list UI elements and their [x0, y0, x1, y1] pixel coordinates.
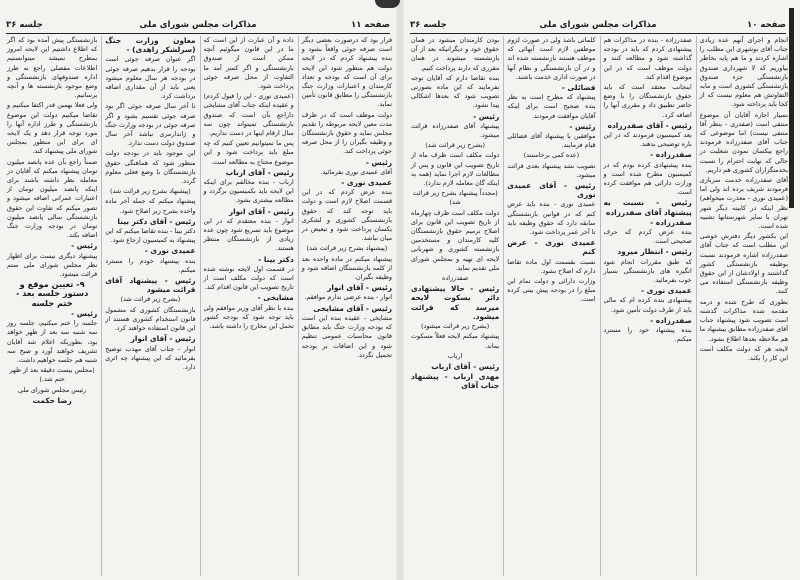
page-header	[410, 18, 786, 32]
centered-note: (پیشنهاد بشرح زیر قرائت شد)	[306, 244, 388, 253]
paragraph: این بکشور دیگر دفترش خوشی این مطلب است که جناب آقای صفدرزاده اشاره فرمودند نسبت بوظیفه بازنشستگی کشور گذاشتند و اولادشان از این حقوق وظیفه بازنشستگی استفاده می کنند.	[699, 232, 788, 296]
paragraph: پیشنهاد آقای صفدرزاده قرائت میشود.	[411, 121, 500, 140]
speaker-line: رئیس -	[473, 111, 500, 121]
page-number: صفحه ۱۱	[351, 20, 390, 30]
speaker-line: رئیس - حالا پیشنهادی دائر بسکوت لایحه میرسد که قرائت میشود.	[411, 284, 500, 321]
paragraph: انوار - بنده عرضی ندارم موافقم.	[304, 293, 392, 302]
centered-note: ارباب	[447, 351, 463, 360]
centered-note: رئیس مجلس شورای ملی	[18, 385, 87, 394]
text-columns	[4, 36, 392, 576]
paragraph: جلسه را ختم میکنیم، جلسه روز سه شنبه سه بعد از ظهر خواهد بود، بطوریکه اعلام شد آقایان تشریف خواهند آورد و صبح سه شنبه هم جلسه خواهیم داشت.	[7, 319, 98, 364]
section-heading: ۹- تعیین موقع و دستور جلسه بعد - ختم جلسه	[15, 279, 89, 308]
paragraph: پس ما نمیتوانیم تعیین کنیم که چه مبلغ باید پرداخت شود و این موضوع محتاج به مطالعه است.	[203, 139, 294, 166]
publication-title: مذاکرات مجلس شورای ملی	[139, 20, 257, 30]
speaker-line: مشایخی -	[257, 293, 294, 303]
paragraph: کلماتی باشد ولی در صورت لزوم موظفین لازم است آنهائی که موظف هستند بازنشسته شده اند و در آن بازنشستگی و نظام آنها در صورت اداری خدمت باشند.	[507, 36, 596, 81]
centered-note: (بشرح زیر قرائت شد)	[120, 295, 181, 304]
paragraph: این موجود باید در بودجه دولت منظور شود که هماهنگی حقوق بازنشستگان با وضع فعلی معلوم گردد.	[105, 149, 196, 186]
paragraph: بنده عرض کردم که حرف صحیحی است.	[603, 228, 692, 246]
speaker-line: معاون وزارت جنگ (سرلشکر زاهدی) -	[105, 36, 196, 55]
paragraph: بطوری که طرح شده و درمه مقدمه شده مذاکرات گذشته است تصویب شود پیشنهاد جناب آقای صفدرزاده مطابق بیشنهاد ما هم ملاحظه بعدها اطلاع بشود.	[699, 297, 788, 343]
paragraph: دولت مکلف است ظرف چهارماه از تاریخ تصویب این قانون برای اصلاح ترمیم حقوق بازنشستگان کلیه کارمندان و مستخدمین بازنشسته کشوری و شهربانی لایحه ای تهیه و بمجلس شورای ملی تقدیم نماید.	[411, 208, 500, 272]
speaker-line: مهدی ارباب - پیشنهاد جناب آقای	[411, 372, 500, 391]
paragraph: بنده پیشنهاد خودم را مسترد میکنم.	[105, 256, 196, 274]
paragraph: تصویب نشد پیشنهاد بعدی قرائت میشود.	[507, 161, 596, 179]
paragraph: دکتر بینا - بنده تقاضا میکنم که این پیشنهاد به کمیسیون ارجاع شود.	[105, 227, 196, 245]
paragraph: تا آخر سال صرفه جوئی اگر بود صرفه جوئی تقسیم بشود و اگر صرفه جوئی در بودجه وزارت جنگ و ژاندارمری نباشد آخر سال صندوق دولت دست ندارد.	[105, 102, 196, 148]
paragraph: بازنشستگی پیش آمده بود که اگر که اطلاع داشتیم این لایحه امروز بمطرح نمیشد میتوانستیم اطلاعات مفصلی راجع به طرز اداره صندوقهای بازنشستگی و وضع موجود بازنشسته ها و آنچه برسانیم.	[7, 36, 98, 100]
text-columns	[408, 36, 788, 576]
paragraph: بنده تقاضا دارم که آقایان توجه بفرمایند که این ماده بصورتی تصویب شود که بعدها اشکالی پیدا نشود.	[411, 73, 500, 110]
paragraph: موافقین با پیشنهاد آقای فضائلی قیام فرمایند.	[507, 132, 596, 150]
paragraph: انجام و اجرای آنهم عده زیادی جناب آقای بوشهری این مطلب را اشاره کردند و ما هم پایه بخاطر بیاوریم که لا شهرداری صندوق بازنشستگی جزء صندوق بازنشستگی کشوری است و مابه التفاوتش هم معلوم نیست که از کجا باید پرداخته شود.	[699, 36, 788, 109]
paragraph: قرار بود که درصورت بعضی دیگر است صرفه جوئی واقعاً بشود و بنده پیشنهاد کردم که در لایحه دولت هم منظور شود این لایحه برای آن است که بودجه و تعداد کارمندان و اعتبارات وزارت جنگ بازنشستگی را مطابق قانون تأمین نماید.	[301, 36, 392, 109]
paragraph: بعد کمیسیون فرمودند که در این باره توضیحی بدهند.	[603, 131, 692, 149]
paragraph: بازنشستگان کشوری که مشمول قانون استخدام کشوری هستند از این قانون استفاده خواهند کرد.	[105, 305, 196, 333]
paragraph: وزارت دارائی و دولت تمام این مبلغ را در بودجه پیش بینی کرده است.	[507, 277, 596, 304]
paragraph: بسیار اجازه آقایان آن موضوع منتفی است (صفدری - بنظر آقا منتفی نیست) اما موضوعی که جناب آقای صفدرزاده فرمودند راجع بیکسان نمودن شغلیت در حالی که نهایت احترام را نسبت بخدمتگزاران کشوری هم داریم.	[699, 110, 788, 174]
speaker-line: رئیس - پیشنهاد آقای قرائت میشود	[105, 276, 196, 295]
paragraph: بنده با نظر آقای وزیر موافقم ولی باید توجه شود که بودجه کشور تحمل این مخارج را داشته باشد.	[203, 303, 294, 331]
text-column	[101, 36, 195, 576]
speaker-line: رئیس - آقای ارباب	[225, 167, 294, 177]
session-number: جلسه ۳۶	[410, 20, 447, 30]
text-column	[408, 36, 499, 576]
speaker-line: رئیس -	[365, 157, 392, 167]
paragraph: پیشنهاد میکنم لایحه فعلاً مسکوت بماند.	[411, 332, 500, 350]
paragraph: ضمناً راجع بآن عده پانصد میلیون تومان پیشنهاد میکنم که آقایان در معامله نظر داشته باشند برای اینکه پانصد میلیون تومان از اعتبارات عمرانی اضافه میشود و تصور میکنم که تفاوت این حقوق بازنشستگی سالی پانصد میلیون تومان در بودجه وزارت جنگ اضافه بکند.	[7, 157, 98, 240]
book-gutter	[396, 0, 404, 580]
paragraph: مشایخی - عقیده بنده این است که بودجه وزارت جنگ باید مطابق قانون محاسبات عمومی تنظیم شود و این اضافات بر بودجه تحمیل نگردد.	[301, 313, 392, 359]
paragraph: نسبت بقسمت اول ماده تقاضا دارم که اصلاح بشود.	[507, 257, 596, 275]
paragraph: عمیدی نوری - بنده باید عرض کنم که در قوانین بازنشستگی سابقه دارد که حقوق وظیفه باید تا آخر عمر پرداخت شود.	[507, 200, 596, 237]
paragraph: لایحه هر که دولت مکلف است این کار را بکند.	[699, 344, 788, 362]
speaker-line: فضائلی -	[561, 83, 596, 93]
paragraph: بنده پیشنهاد خود را مسترد میکنم.	[603, 326, 692, 344]
speaker-line: صفدرزاده -	[650, 150, 692, 160]
speaker-line: رئیس - آقای انوار	[130, 334, 196, 344]
centered-note: (مجدداً پیشنهاد بشرح زیر قرائت شد)	[412, 189, 498, 207]
page-10	[404, 0, 792, 580]
speaker-line: رئیس - آقای عمیدی نوری	[507, 181, 596, 200]
header-rule	[410, 33, 786, 34]
paragraph: ولی فعلا بهمین قدر اکتفا میکنیم و تقاضا میکنیم دولت این موضوع بازنشستگی و طرز اداره آنها را مورد توجه قرار دهد و یک لایحه ای برای این منظور بمجلس شورای ملی پیشنهاد کند.	[7, 101, 98, 156]
paragraph: اینجانب معتقد است که باید حقوق بازنشستگان را با وضع حاضر تطبیق داد و مقرری آنها را اضافه کرد.	[603, 83, 692, 119]
paragraph: (عمیدی نوری - این را قبول کردم) و عقیده اینکه جناب آقای مشایخی داراجع بآن است که صندوق بازنشستگی نمیتواند چون سه سال ارقام اینها در دست نداریم.	[203, 92, 294, 138]
speaker-line: عمیدی نوری -	[144, 246, 196, 256]
speaker-line: رئیس -	[71, 308, 98, 318]
speaker-line: رئیس -	[569, 121, 596, 131]
speaker-line: عمیدی نوری - عرض کنم	[507, 238, 596, 257]
paragraph: پیشنهاد که مطرح است به نظر بنده صحیح است برای اینکه آقایان موافقت فرمودند.	[507, 93, 596, 120]
text-column	[298, 36, 392, 576]
speaker-line: صفدرزاده -	[650, 315, 692, 325]
signature-name: رضا حکمت	[32, 395, 72, 405]
speaker-line: رئیس - آقای انوار	[327, 283, 392, 293]
paragraph: پیشنهاد دیگری نیست برای اظهار نظر مجلس شورای ملی ستم قرائت میشود.	[7, 251, 98, 279]
centered-note: (عده کمی برخاستند)	[523, 151, 580, 160]
paragraph: آقای صفدرزاده خدمت سربازی فرمودند شریف برده اند ولی اما (عمیدی نوری - معذرت میخواهم) نظر اینکه در کابینه دیگر شهر تهران با سایر شهرستانها تشبیه شده است.	[699, 176, 788, 231]
speaker-line: رئیس - آقای انوار	[228, 206, 294, 216]
centered-note: (بشرح زیر قرائت شد)	[425, 141, 485, 150]
paragraph: که طبق مقررات انجام شود انگیزه های بازنشستگی بسیار خوب بفرمائید.	[603, 257, 692, 285]
paragraph: بودن کارمندان میشود در همان حقوق خود و دیگرانیکه بعد از آن بازنشسته میشوند در همان مقرری که دارند پرداخت کنیم.	[411, 36, 500, 72]
paragraph: بنده پیشنهادی کرده بودم که در کمیسیون مطرح شده است و وزارت دارائی هم موافقت کرده است.	[603, 160, 692, 197]
text-column	[200, 36, 294, 576]
text-column	[696, 36, 788, 576]
speaker-line: رئیس - آقای صفدرزاده	[607, 120, 692, 130]
centered-note: (بشرح زیر قرائت میشود)	[421, 322, 490, 331]
paragraph: دولت موظف است که در ظرف مدت معین لایحه مربوطه را تقدیم مجلس نماید و حقوق بازنشستگان و وظیفه بگیران را از محل صرفه جوئی پرداخت کند.	[301, 110, 392, 156]
paragraph: صفدرزاده - بنده در مذاکرات هم پیشنهادی کردم که باید در بودجه گذاشته شود و مطالعه کنند و دولت موظف است که در این موضوع اقدام کند.	[603, 36, 692, 81]
speaker-line: دکتر بینا -	[258, 254, 294, 264]
paragraph: ارباب - بنده مخالفم برای اینکه این لایحه باید بکمیسیون برگردد و مطالعه بیشتری بشود.	[203, 178, 294, 205]
speaker-line: رئیس - انتظار میرود	[617, 247, 692, 257]
speaker-line: رئیس - آقای ارباب	[431, 361, 500, 371]
speaker-line: عمیدی نوری -	[641, 286, 692, 296]
paragraph: پیشنهاد میکنم در ماده واحده بعد از کلمه بازنشستگان اضافه شود و وظیفه بگیران.	[301, 254, 392, 282]
paragraph: اگر عنوان صرفه جوئی است بودجه را قرار بدهیم صرفه جوئی در بودجه هر سال معلوم میشود یعنی باید از آن مقداری اضافه برداشت کرد.	[105, 55, 196, 101]
paragraph: دولت مکلف است ظرف ماه از تاریخ تصویب این قانون و پس از مطالعات لازم اجرا نماید (همه به اینکه گان معامله لازم ندارد).	[411, 151, 500, 188]
speaker-line: رئیس - نسبت به پیشنهاد آقای صفدرزاده	[603, 198, 692, 217]
session-number: جلسه ۳۶	[6, 20, 43, 30]
paragraph: پیشنهاد میکنم که جمله آخر ماده واحده بشرح زیر اصلاح شود.	[105, 197, 196, 215]
page-11	[0, 0, 396, 580]
text-column	[503, 36, 595, 576]
paragraph: بنده عرض کردم که در این قسمت اصلاح لازم است و دولت باید توجه کند که حقوق بازنشستگی کشوری و لشکری یکسان پرداخت شود و تبعیض در میان نباشد.	[301, 188, 392, 243]
text-column	[4, 36, 97, 576]
header-rule	[6, 33, 390, 34]
speaker-line: عمیدی نوری -	[341, 178, 392, 188]
paragraph: انوار - جناب آقای مهذب توضیح بفرمائید که این پیشنهاد چه اثری دارد.	[105, 344, 196, 371]
paragraph: داده و آن عبارت از این است که ما در این قانون میگوئیم آنچه ممکن است از صندوق بازنشستگی و اگر کسر آمد ما التفاوت از محل صرفه جوئی پرداخت شود.	[203, 36, 294, 91]
paragraph: پیشنهادی بنده کرده ام که مالی باید از طرف دولت تأمین شود.	[603, 296, 692, 314]
page-header	[6, 18, 390, 32]
speaker-line: صفدرزاده -	[650, 217, 692, 227]
speaker-line: رئیس - آقای دکتر بینا	[117, 216, 196, 226]
paragraph: در قسمت اول لایحه نوشته شده است که دولت مکلف است از تاریخ تصویب این قانون اقدام کند.	[203, 264, 294, 292]
centered-note: (مجلس بیست دقیقه بعد از ظهر ختم شد.)	[9, 366, 95, 384]
publication-title: مذاکرات مجلس شورای ملی	[539, 20, 657, 30]
paragraph: آقای عمیدی نوری بفرمائید.	[320, 167, 392, 176]
scan-edge	[789, 8, 794, 208]
centered-note: (پیشنهاد بشرح زیر قرائت شد)	[109, 187, 191, 196]
centered-note: صفدرزاده	[442, 274, 469, 283]
text-column	[600, 36, 692, 576]
speaker-line: رئیس - آقای مشایخی	[313, 303, 392, 313]
page-number: صفحه ۱۰	[747, 20, 786, 30]
paragraph: انوار - بنده معتقدم که در این موضوع باید تسریع شود چون عده زیادی از بازنشستگان منتظر هستند.	[203, 216, 294, 253]
speaker-line: رئیس -	[71, 241, 98, 251]
